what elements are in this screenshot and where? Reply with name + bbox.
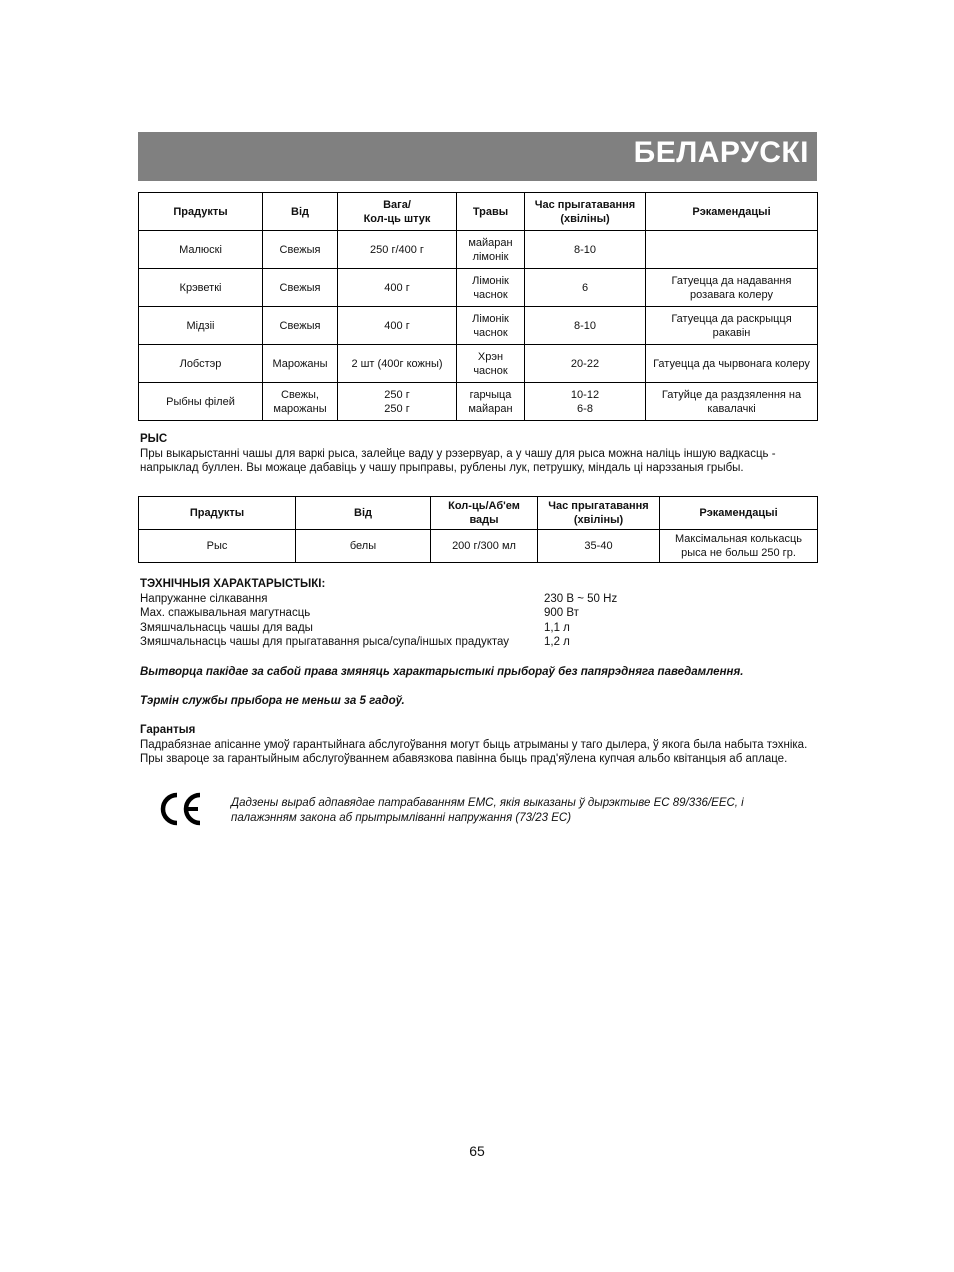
table-cell: 400 г (338, 307, 457, 345)
table-cell: 8-10 (525, 307, 646, 345)
spec-label: Напружанне сілкавання (140, 592, 268, 605)
column-header: Травы (457, 193, 525, 231)
table-cell (646, 231, 818, 269)
spec-label: Змяшчальнасць чашы для вады (140, 621, 313, 634)
table-row (139, 269, 818, 307)
column-header: Рэкамендацыі (660, 497, 818, 530)
table-cell: Гатуецца да чырвонага колеру (646, 345, 818, 383)
spec-value: 900 Вт (544, 607, 579, 620)
table-row (139, 307, 818, 345)
table-cell: белы (296, 530, 431, 563)
table-cell: Гатуецца да надавання розавага колеру (646, 269, 818, 307)
table-cell: 2 шт (400г кожны) (338, 345, 457, 383)
warranty-section (140, 723, 818, 767)
table-cell: Лобстэр (139, 345, 263, 383)
table-cell: Крэветкі (139, 269, 263, 307)
table-cell: Свежы, марожаны (263, 383, 338, 421)
table-cell: майаран лімонік (457, 231, 525, 269)
section-title: БЕЛАРУСКІ (633, 136, 809, 169)
ce-compliance-text: Дадзены выраб адпавядае патрабаванням EMC, якія выказаны ў дырэктыве ЕС 89/336/EEC, і палажэнням закона аб прытрымліванні напружання (73/23 ЕС) (231, 797, 744, 824)
table-header-row (139, 497, 818, 530)
spec-value: 1,1 л (544, 621, 570, 634)
table-row (139, 231, 818, 269)
specs-section (140, 577, 818, 650)
table-cell: Лімонік часнок (457, 269, 525, 307)
warranty-heading: Гарантыя (140, 724, 196, 736)
table-cell: 8-10 (525, 231, 646, 269)
table-cell: гарчыца майаран (457, 383, 525, 421)
rice-heading: РЫС (140, 433, 168, 445)
table-cell: Максімальная колькасць рыса не больш 250 гр. (660, 530, 818, 563)
rice-text: Пры выкарыстанні чашы для варкі рыса, залейце ваду у рэзервуар, а у чашу для рыса можна наліць іншую вадкасць - напрыклад буллен. Вы можаце дабавіць у чашу прыправы, рублены лук, петрушку, міндаль ці нарэзаныя грыбы. (140, 447, 776, 475)
column-header: Рэкамендацыі (646, 193, 818, 231)
column-header: Від (263, 193, 338, 231)
table-cell: Гатуйце да раздзялення на кавалачкі (646, 383, 818, 421)
table-cell: 35-40 (538, 530, 660, 563)
table-cell: Свежыя (263, 307, 338, 345)
table-cell: Лімонік часнок (457, 307, 525, 345)
column-header: Прадукты (139, 193, 263, 231)
column-header: Вага/ Кол-ць штук (338, 193, 457, 231)
table-cell: Свежыя (263, 269, 338, 307)
spec-row (140, 621, 818, 636)
table-cell: Рыс (139, 530, 296, 563)
column-header: Кол-ць/Аб'ем вады (431, 497, 538, 530)
column-header: Час прыгатавання (хвіліны) (525, 193, 646, 231)
manufacturer-notice: Вытворца пакідае за сабой права змяняць характарыстыкі прыбораў без папярэдняга паведамлення. (140, 666, 744, 678)
table-cell: Хрэн часнок (457, 345, 525, 383)
specs-heading: ТЭХНІЧНЫЯ ХАРАКТАРЫСТЫКІ: (140, 578, 326, 590)
table-row (139, 345, 818, 383)
warranty-text: Падрабязнае апісанне умоў гарантыйнага абслугоўвання могут быць атрыманы у таго дылера, ў якога была набыта тэхніка. Пры звароце за гарантыйным абслугоўваннем абавязкова павінна быць прад'яўлена купчая альбо квітанцыя аб аплаце. (140, 738, 808, 766)
table-cell: 400 г (338, 269, 457, 307)
spec-label: Max. спажывальная магутнасць (140, 607, 311, 620)
table-cell: Марожаны (263, 345, 338, 383)
column-header: Від (296, 497, 431, 530)
spec-value: 1,2 л (544, 636, 570, 649)
table-cell: 250 г 250 г (338, 383, 457, 421)
ce-mark-icon (158, 792, 204, 826)
table-row (139, 383, 818, 421)
table-cell: 20-22 (525, 345, 646, 383)
spec-row (140, 635, 818, 650)
seafood-cooking-table (138, 192, 818, 421)
table-cell: 6 (525, 269, 646, 307)
section-header-bar (138, 132, 817, 181)
spec-row (140, 606, 818, 621)
spec-row (140, 592, 818, 607)
table-row (139, 530, 818, 563)
table-cell: 200 г/300 мл (431, 530, 538, 563)
table-cell: 250 г/400 г (338, 231, 457, 269)
rice-section (140, 432, 818, 476)
page-number: 65 (469, 1143, 485, 1159)
table-cell: Малюскі (139, 231, 263, 269)
spec-label: Змяшчальнасць чашы для прыгатавання рыса/супа/іншых прадуктау (140, 636, 510, 649)
table-cell: Мідзіі (139, 307, 263, 345)
column-header: Прадукты (139, 497, 296, 530)
table-cell: Рыбны філей (139, 383, 263, 421)
table-cell: Свежыя (263, 231, 338, 269)
spec-value: 230 В ~ 50 Hz (544, 592, 618, 605)
table-cell: Гатуецца да раскрыцця ракавін (646, 307, 818, 345)
column-header: Час прыгатавання (хвіліны) (538, 497, 660, 530)
service-life-notice: Тэрмін службы прыбора не меньш за 5 гадоў. (140, 695, 405, 707)
table-cell: 10-12 6-8 (525, 383, 646, 421)
specs-list (140, 592, 818, 650)
rice-cooking-table (138, 496, 818, 563)
table-header-row (139, 193, 818, 231)
